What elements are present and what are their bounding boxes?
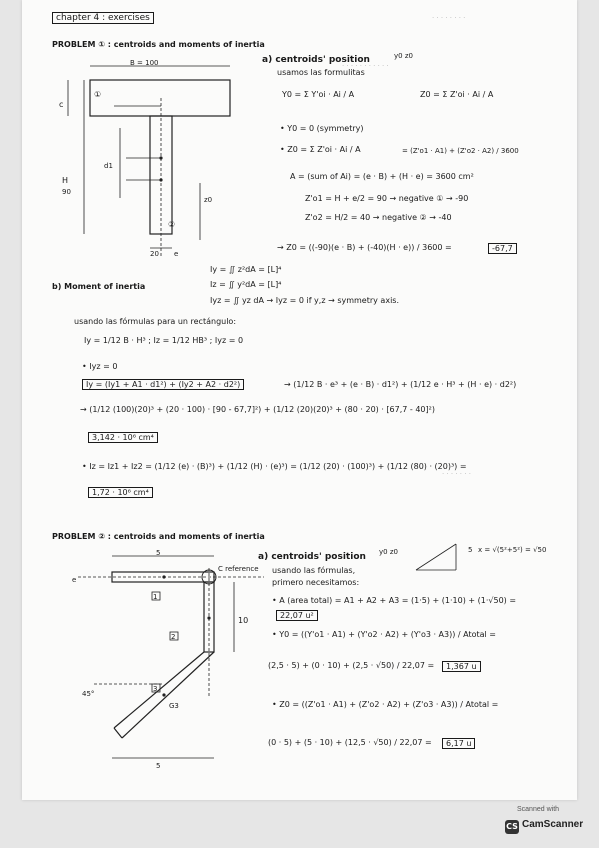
p2-a-area: • A (area total) = A1 + A2 + A3 = (1·5) + (1·10) + (1·√50) = (272, 596, 517, 605)
p1-b-iy-result: 3,142 · 10⁶ cm⁴ (88, 432, 158, 443)
dim-bottom-5: 5 (156, 762, 161, 770)
p2-a-yo-formula: • Y0 = ((Y'o1 · A1) + (Y'o2 · A2) + (Y'o3 · A3)) / Atotal = (272, 630, 497, 639)
region-1-label: ① (94, 90, 102, 99)
p1-b-iz-def: Iz = ∬ y²dA = [L]⁴ (210, 280, 282, 289)
p1-b-steiner: Iy = (Iy1 + A1 · d1²) + (Iy2 + A2 · d2²) (82, 379, 244, 390)
p1-a-zo1: Z'o1 = H + e/2 = 90 → negative ① → -90 (305, 194, 469, 203)
camscanner-watermark (505, 806, 583, 842)
p1-b-substitution: → (1/12 (100)(20)³ + (20 · 100) · [90 - 67,7]²) + (1/12 (20)(20)³ + (80 · 20) · [67,7 - 40]²) (80, 405, 435, 414)
region-3-label: 3 (153, 685, 158, 693)
dim-45-deg: 45° (82, 690, 95, 698)
dim-bottom: 20 (150, 250, 159, 258)
p2-a-axes: y0 z0 (379, 548, 398, 556)
p1-b-iyz-zero: • Iyz = 0 (82, 362, 118, 371)
dim-top-5: 5 (156, 549, 161, 557)
dim-h-value: 90 (62, 188, 71, 196)
dim-b: B = 100 (130, 59, 159, 67)
problem-2-title: PROBLEM ② : centroids and moments of inertia (52, 532, 265, 541)
p1-a-area: A = (sum of Ai) = (e · B) + (H · e) = 3600 cm² (290, 172, 474, 181)
p2-a-yo-result: 1,367 u (442, 661, 481, 672)
p2-a-zo-result: 6,17 u (442, 738, 475, 749)
p1-a-result: -67,7 (488, 243, 517, 254)
problem-1-t-section-figure (50, 58, 250, 268)
bleed-through-text: · · · · · · · · (432, 14, 466, 22)
dim-h: H (62, 176, 69, 185)
p1-b-iy-def: Iy = ∬ z²dA = [L]⁴ (210, 265, 282, 274)
stamp-caption: Scanned with (517, 806, 560, 813)
hypotenuse-triangle-sketch (412, 540, 472, 576)
p1-a-zo-expand: = (Z'o1 · A1) + (Z'o2 · A2) / 3600 (402, 147, 519, 155)
camscanner-logo-icon: CS (505, 820, 519, 834)
problem-1-title: PROBLEM ① : centroids and moments of inertia (52, 40, 265, 49)
p1-b-iz-result: 1,72 · 10⁶ cm⁴ (88, 487, 153, 498)
bleed-through-text: · · · · · · · · · · · (342, 62, 389, 70)
dim-e: e (174, 250, 179, 258)
dim-c: c (59, 100, 64, 109)
p1-b-note: usando las fórmulas para un rectángulo: (74, 317, 237, 326)
p2-a-sub2: primero necesitamos: (272, 578, 360, 587)
p1-a-symmetry: • Y0 = 0 (symmetry) (280, 124, 364, 133)
triangle-hypotenuse: x = √(5²+5²) = √50 (478, 546, 547, 554)
dim-d1: d1 (104, 162, 113, 170)
scanned-page (22, 0, 577, 800)
triangle-leg: 5 (468, 546, 473, 554)
dim-e: e (72, 576, 77, 584)
dim-10: 10 (238, 616, 249, 625)
p2-a-zo-formula: • Z0 = ((Z'o1 · A1) + (Z'o2 · A2) + (Z'o3 · A3)) / Atotal = (272, 700, 499, 709)
p2-a-heading: a) centroids' position (258, 552, 366, 562)
p1-a-sub: usamos las formulitas (277, 68, 365, 77)
p1-b-iz-line: • Iz = Iz1 + Iz2 = (1/12 (e) · (B)³) + (1/12 (H) · (e)³) = (1/12 (20) · (100)³) + (1/12 (80) · (20)³) = (82, 462, 467, 471)
p1-a-zo2: Z'o2 = H/2 = 40 → negative ② → -40 (305, 213, 452, 222)
z0-label: z0 (204, 196, 213, 204)
region-2-label: ② (168, 220, 176, 229)
p1-b-steiner-expanded: → (1/12 B · e³ + (e · B) · d1²) + (1/12 e · H³ + (H · e) · d2²) (284, 380, 517, 389)
p2-a-sub1: usando las fórmulas, (272, 566, 356, 575)
p2-a-zo-calc: (0 · 5) + (5 · 10) + (12,5 · √50) / 22,07 = (268, 738, 432, 747)
p1-a-yo-formula: Y0 = Σ Y'oi · Ai / A (282, 90, 355, 99)
p1-a-axes: y0 z0 (394, 52, 413, 60)
p2-a-area-result: 22,07 u² (276, 610, 318, 621)
bleed-through-text: · · · · · · · (442, 470, 471, 478)
p1-b-iyz-def: Iyz = ∬ yz dA → Iyz = 0 if y,z → symmetry axis. (210, 296, 399, 305)
p1-b-heading: b) Moment of inertia (52, 282, 146, 291)
p1-b-rect-formulas: Iy = 1/12 B · H³ ; Iz = 1/12 HB³ ; Iyz = 0 (84, 336, 244, 345)
p1-a-zo-formula: Z0 = Σ Z'oi · Ai / A (420, 90, 494, 99)
p2-a-yo-calc: (2,5 · 5) + (0 · 10) + (2,5 · √50) / 22,07 = (268, 661, 435, 670)
region-1-label: 1 (153, 593, 158, 601)
chapter-title: chapter 4 : exercises (52, 12, 154, 24)
reference-label: C reference (218, 565, 259, 573)
p1-a-heading: a) centroids' position (262, 55, 370, 65)
p1-a-result-expression: → Z0 = ((-90)(e · B) + (-40)(H · e)) / 3600 = (277, 243, 452, 252)
region-2-label: 2 (171, 633, 176, 641)
p1-a-zo-full: • Z0 = Σ Z'oi · Ai / A (280, 145, 361, 154)
stamp-brand: CamScanner (522, 819, 584, 830)
problem-2-bent-bar-figure (64, 548, 264, 778)
g3-label: G3 (169, 702, 179, 710)
